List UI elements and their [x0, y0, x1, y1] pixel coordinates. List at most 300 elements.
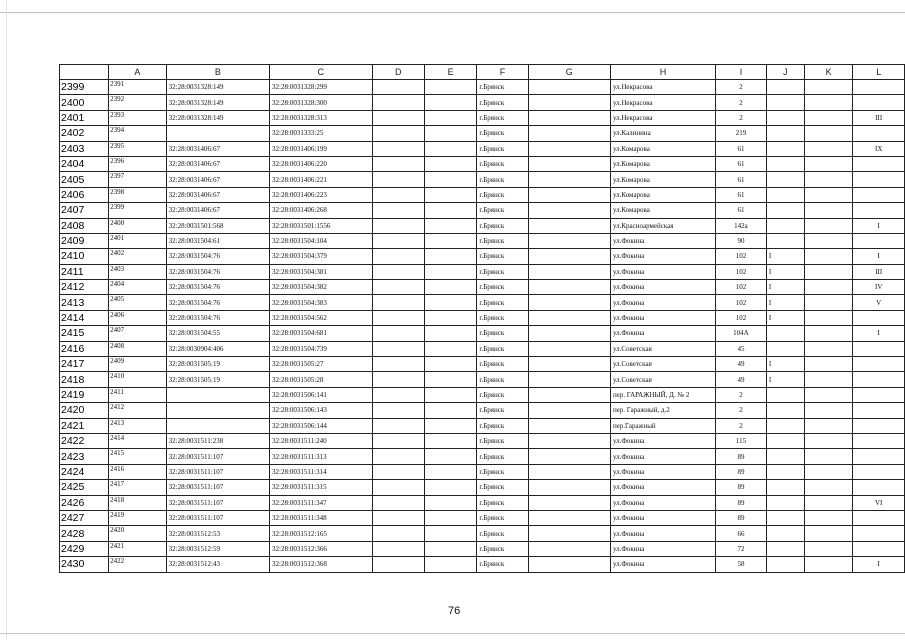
cell-c: 32:28:0031504:681: [270, 326, 373, 341]
table-row: [60, 495, 905, 510]
cell-f: г.Брянск: [477, 326, 528, 341]
cell-e: [424, 310, 476, 325]
cell-f: г.Брянск: [477, 433, 528, 448]
page-number: 76: [448, 605, 461, 617]
row-number: 2419: [60, 387, 109, 402]
table-row: [60, 433, 905, 448]
cell-h: пер. ГАРАЖНЫЙ, Д. № 2: [610, 387, 715, 402]
cell-f: г.Брянск: [477, 172, 528, 187]
cell-a: 2400: [109, 218, 167, 233]
cell-k: [804, 203, 853, 218]
cell-j: [766, 557, 804, 572]
cell-g: [528, 433, 610, 448]
cell-k: [804, 557, 853, 572]
cell-f: г.Брянск: [477, 126, 528, 141]
cell-f: г.Брянск: [477, 403, 528, 418]
cell-h: ул.Комарова: [610, 172, 715, 187]
cell-k: [804, 310, 853, 325]
cell-h: ул.Фокина: [610, 526, 715, 541]
cell-f: г.Брянск: [477, 464, 528, 479]
table-row: [60, 357, 905, 372]
cell-g: [528, 464, 610, 479]
cell-d: [372, 187, 424, 202]
cell-d: [372, 495, 424, 510]
cell-e: [424, 403, 476, 418]
row-number: 2404: [60, 156, 109, 171]
table-row: [60, 203, 905, 218]
cell-h: ул.Калинина: [610, 126, 715, 141]
row-number: 2414: [60, 310, 109, 325]
table-row: [60, 341, 905, 356]
cell-j: [766, 233, 804, 248]
cell-g: [528, 403, 610, 418]
cell-f: г.Брянск: [477, 310, 528, 325]
cell-a: 2415: [109, 449, 167, 464]
cell-i: 102: [716, 310, 767, 325]
cell-h: ул.Фокина: [610, 480, 715, 495]
cell-d: [372, 418, 424, 433]
cell-g: [528, 495, 610, 510]
cell-k: [804, 249, 853, 264]
cell-c: 32:28:0031504:381: [270, 264, 373, 279]
cell-c: 32:28:0031504:379: [270, 249, 373, 264]
cell-k: [804, 156, 853, 171]
cell-e: [424, 141, 476, 156]
cell-i: 2: [716, 403, 767, 418]
table-row: [60, 480, 905, 495]
cell-b: 32:28:0031504:76: [166, 310, 269, 325]
table-row: [60, 141, 905, 156]
row-number: 2408: [60, 218, 109, 233]
cell-d: [372, 280, 424, 295]
cell-a: 2401: [109, 233, 167, 248]
cell-h: ул.Комарова: [610, 203, 715, 218]
left-edge-line: [6, 0, 7, 640]
cell-g: [528, 110, 610, 125]
table-row: [60, 557, 905, 572]
cell-e: [424, 156, 476, 171]
cell-i: 45: [716, 341, 767, 356]
cell-a: 2416: [109, 464, 167, 479]
cell-c: 32:28:0031406:220: [270, 156, 373, 171]
cell-h: ул.Фокина: [610, 264, 715, 279]
cell-b: [166, 403, 269, 418]
cell-k: [804, 480, 853, 495]
column-header-row: [60, 65, 905, 80]
cell-k: [804, 403, 853, 418]
cell-b: 32:28:0031406:67: [166, 203, 269, 218]
cell-k: [804, 495, 853, 510]
cell-g: [528, 418, 610, 433]
cell-f: г.Брянск: [477, 233, 528, 248]
cell-i: 89: [716, 495, 767, 510]
cell-b: 32:28:0031328:149: [166, 80, 269, 95]
cell-f: г.Брянск: [477, 480, 528, 495]
cell-j: I: [766, 295, 804, 310]
table-row: [60, 218, 905, 233]
table-row: [60, 156, 905, 171]
cell-b: 32:28:0031511:107: [166, 495, 269, 510]
cell-e: [424, 557, 476, 572]
cell-j: [766, 418, 804, 433]
cell-d: [372, 510, 424, 525]
cell-a: 2406: [109, 310, 167, 325]
cell-l: [853, 449, 905, 464]
cell-i: 58: [716, 557, 767, 572]
cell-k: [804, 387, 853, 402]
cell-i: 2: [716, 418, 767, 433]
cell-a: 2405: [109, 295, 167, 310]
cell-f: г.Брянск: [477, 449, 528, 464]
row-number: 2405: [60, 172, 109, 187]
cell-b: 32:28:0031511:107: [166, 449, 269, 464]
cell-k: [804, 326, 853, 341]
row-number: 2399: [60, 80, 109, 95]
cell-i: 2: [716, 95, 767, 110]
table-row: [60, 110, 905, 125]
cell-e: [424, 280, 476, 295]
top-border-line: [0, 12, 905, 13]
cell-j: I: [766, 280, 804, 295]
cell-f: г.Брянск: [477, 280, 528, 295]
cell-j: [766, 326, 804, 341]
cell-i: 61: [716, 156, 767, 171]
cell-k: [804, 264, 853, 279]
cell-l: [853, 541, 905, 556]
cell-k: [804, 357, 853, 372]
cell-c: 32:28:0031511:314: [270, 464, 373, 479]
cell-j: I: [766, 310, 804, 325]
cell-b: [166, 387, 269, 402]
cell-c: 32:28:0031506:144: [270, 418, 373, 433]
cell-h: ул.Фокина: [610, 510, 715, 525]
cell-l: [853, 372, 905, 387]
row-number: 2402: [60, 126, 109, 141]
cell-g: [528, 126, 610, 141]
cell-e: [424, 218, 476, 233]
cell-g: [528, 233, 610, 248]
cell-i: 104А: [716, 326, 767, 341]
cell-e: [424, 480, 476, 495]
cell-a: 2421: [109, 541, 167, 556]
column-header: B: [166, 65, 269, 80]
cell-k: [804, 341, 853, 356]
cell-a: 2412: [109, 403, 167, 418]
cell-f: г.Брянск: [477, 218, 528, 233]
cell-g: [528, 218, 610, 233]
cell-d: [372, 464, 424, 479]
cell-d: [372, 172, 424, 187]
cell-f: г.Брянск: [477, 110, 528, 125]
table-row: [60, 464, 905, 479]
cell-l: I: [853, 557, 905, 572]
cell-c: 32:28:0031511:240: [270, 433, 373, 448]
cell-i: 2: [716, 80, 767, 95]
cell-g: [528, 387, 610, 402]
cell-l: [853, 510, 905, 525]
cell-j: [766, 95, 804, 110]
cell-j: [766, 510, 804, 525]
cell-j: [766, 403, 804, 418]
cell-f: г.Брянск: [477, 295, 528, 310]
cell-h: ул.Комарова: [610, 141, 715, 156]
row-number: 2427: [60, 510, 109, 525]
cell-f: г.Брянск: [477, 187, 528, 202]
row-number: 2421: [60, 418, 109, 433]
cell-c: 32:28:0031406:199: [270, 141, 373, 156]
cell-j: [766, 341, 804, 356]
cell-g: [528, 326, 610, 341]
cell-f: г.Брянск: [477, 372, 528, 387]
cell-e: [424, 295, 476, 310]
cell-l: [853, 233, 905, 248]
cell-e: [424, 172, 476, 187]
cell-j: [766, 433, 804, 448]
cell-j: [766, 126, 804, 141]
cell-b: 32:28:0031512:53: [166, 526, 269, 541]
cell-e: [424, 233, 476, 248]
cell-j: I: [766, 264, 804, 279]
cell-f: г.Брянск: [477, 80, 528, 95]
cell-g: [528, 156, 610, 171]
cell-f: г.Брянск: [477, 526, 528, 541]
cell-d: [372, 387, 424, 402]
cell-i: 66: [716, 526, 767, 541]
cell-c: 32:28:0031511:348: [270, 510, 373, 525]
cell-l: [853, 310, 905, 325]
cell-j: [766, 172, 804, 187]
cell-i: 89: [716, 449, 767, 464]
cell-c: 32:28:0031511:313: [270, 449, 373, 464]
cell-g: [528, 449, 610, 464]
cell-a: 2393: [109, 110, 167, 125]
row-number: 2418: [60, 372, 109, 387]
cell-c: 32:28:0031504:383: [270, 295, 373, 310]
row-number: 2424: [60, 464, 109, 479]
cell-h: ул.Некрасова: [610, 95, 715, 110]
cell-e: [424, 187, 476, 202]
table-row: [60, 387, 905, 402]
cell-a: 2407: [109, 326, 167, 341]
row-number: 2429: [60, 541, 109, 556]
cell-b: 32:28:0031504:55: [166, 326, 269, 341]
cell-b: 32:28:0031511:238: [166, 433, 269, 448]
cell-l: [853, 341, 905, 356]
cell-h: ул.Некрасова: [610, 80, 715, 95]
table-row: [60, 249, 905, 264]
column-header: E: [424, 65, 476, 80]
row-number: 2403: [60, 141, 109, 156]
bottom-border-line: [0, 633, 905, 634]
row-number: 2417: [60, 357, 109, 372]
cell-i: 2: [716, 387, 767, 402]
cell-l: VI: [853, 495, 905, 510]
table-row: [60, 510, 905, 525]
cell-b: 32:28:0031406:67: [166, 156, 269, 171]
table-row: [60, 264, 905, 279]
cell-a: 2408: [109, 341, 167, 356]
cell-g: [528, 526, 610, 541]
cell-j: I: [766, 357, 804, 372]
cell-g: [528, 95, 610, 110]
cell-i: 102: [716, 280, 767, 295]
cell-j: [766, 156, 804, 171]
cell-b: 32:28:0031512:43: [166, 557, 269, 572]
cell-a: 2417: [109, 480, 167, 495]
cell-d: [372, 203, 424, 218]
cell-e: [424, 264, 476, 279]
cell-i: 49: [716, 372, 767, 387]
cell-f: г.Брянск: [477, 141, 528, 156]
cell-a: 2410: [109, 372, 167, 387]
cell-d: [372, 264, 424, 279]
cell-e: [424, 387, 476, 402]
cell-b: 32:28:0031512:59: [166, 541, 269, 556]
cell-b: 32:28:0031511:107: [166, 464, 269, 479]
cell-f: г.Брянск: [477, 264, 528, 279]
cell-k: [804, 372, 853, 387]
cell-f: г.Брянск: [477, 95, 528, 110]
column-header: J: [766, 65, 804, 80]
cell-i: 102: [716, 264, 767, 279]
cell-g: [528, 510, 610, 525]
row-number: 2422: [60, 433, 109, 448]
cell-i: 49: [716, 357, 767, 372]
cell-b: [166, 126, 269, 141]
cell-i: 72: [716, 541, 767, 556]
cell-c: 32:28:0031333:25: [270, 126, 373, 141]
cell-e: [424, 541, 476, 556]
cell-a: 2413: [109, 418, 167, 433]
cell-h: ул.Фокина: [610, 295, 715, 310]
cell-h: ул.Советская: [610, 357, 715, 372]
cell-d: [372, 557, 424, 572]
cell-h: ул.Комарова: [610, 156, 715, 171]
cell-d: [372, 403, 424, 418]
column-header: [60, 65, 109, 80]
cell-f: г.Брянск: [477, 203, 528, 218]
cell-i: 89: [716, 510, 767, 525]
cell-e: [424, 510, 476, 525]
cell-d: [372, 249, 424, 264]
cell-b: 32:28:0031328:149: [166, 95, 269, 110]
cell-l: I: [853, 249, 905, 264]
cell-b: 32:28:0031504:61: [166, 233, 269, 248]
cell-l: [853, 156, 905, 171]
cell-g: [528, 141, 610, 156]
cell-a: 2396: [109, 156, 167, 171]
table-row: [60, 280, 905, 295]
column-header: H: [610, 65, 715, 80]
table-row: [60, 95, 905, 110]
cell-l: IV: [853, 280, 905, 295]
table-row: [60, 172, 905, 187]
cell-k: [804, 280, 853, 295]
cell-i: 90: [716, 233, 767, 248]
cell-b: 32:28:0031505:19: [166, 357, 269, 372]
cell-l: I: [853, 218, 905, 233]
cell-l: V: [853, 295, 905, 310]
cell-l: III: [853, 264, 905, 279]
cell-f: г.Брянск: [477, 495, 528, 510]
cell-e: [424, 341, 476, 356]
cell-h: пер. Гаражный, д.2: [610, 403, 715, 418]
cell-a: 2397: [109, 172, 167, 187]
table-row: [60, 233, 905, 248]
cell-g: [528, 557, 610, 572]
records-table: [59, 64, 905, 573]
cell-i: 102: [716, 295, 767, 310]
cell-i: 219: [716, 126, 767, 141]
column-header: K: [804, 65, 853, 80]
cell-d: [372, 310, 424, 325]
cell-l: [853, 387, 905, 402]
cell-g: [528, 541, 610, 556]
cell-c: 32:28:0031504:562: [270, 310, 373, 325]
cell-j: [766, 495, 804, 510]
cell-h: ул.Фокина: [610, 326, 715, 341]
cell-g: [528, 357, 610, 372]
cell-k: [804, 464, 853, 479]
cell-c: 32:28:0031506:143: [270, 403, 373, 418]
cell-b: 32:28:0031505:19: [166, 372, 269, 387]
cell-c: 32:28:0031406:221: [270, 172, 373, 187]
cell-k: [804, 126, 853, 141]
cell-k: [804, 233, 853, 248]
cell-k: [804, 187, 853, 202]
cell-l: [853, 433, 905, 448]
cell-h: ул.Фокина: [610, 280, 715, 295]
cell-h: ул.Комарова: [610, 187, 715, 202]
cell-g: [528, 80, 610, 95]
cell-e: [424, 80, 476, 95]
column-header: C: [270, 65, 373, 80]
table-row: [60, 418, 905, 433]
cell-c: 32:28:0031512:368: [270, 557, 373, 572]
cell-d: [372, 357, 424, 372]
cell-l: I: [853, 326, 905, 341]
row-number: 2400: [60, 95, 109, 110]
row-number: 2430: [60, 557, 109, 572]
cell-i: 102: [716, 249, 767, 264]
cell-d: [372, 433, 424, 448]
column-header: G: [528, 65, 610, 80]
row-number: 2415: [60, 326, 109, 341]
cell-g: [528, 295, 610, 310]
cell-l: [853, 95, 905, 110]
cell-f: г.Брянск: [477, 557, 528, 572]
cell-l: [853, 418, 905, 433]
cell-e: [424, 495, 476, 510]
table-row: [60, 541, 905, 556]
cell-k: [804, 418, 853, 433]
cell-k: [804, 433, 853, 448]
cell-e: [424, 357, 476, 372]
cell-c: 32:28:0031505:27: [270, 357, 373, 372]
cell-j: [766, 110, 804, 125]
cell-g: [528, 187, 610, 202]
cell-h: ул.Фокина: [610, 233, 715, 248]
cell-f: г.Брянск: [477, 510, 528, 525]
cell-e: [424, 433, 476, 448]
cell-f: г.Брянск: [477, 541, 528, 556]
cell-e: [424, 372, 476, 387]
cell-h: ул.Фокина: [610, 495, 715, 510]
cell-i: 61: [716, 141, 767, 156]
cell-i: 142а: [716, 218, 767, 233]
cell-c: 32:28:0031406:223: [270, 187, 373, 202]
cell-j: [766, 203, 804, 218]
